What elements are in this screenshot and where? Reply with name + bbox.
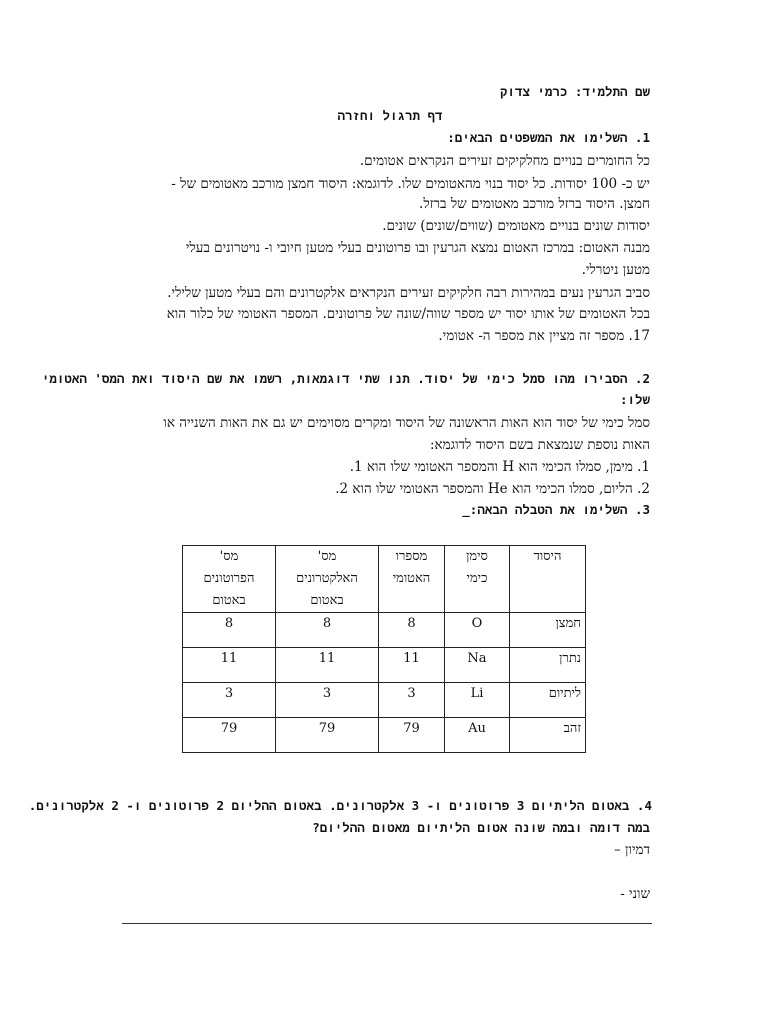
q1-line: מטען ניטרלי.	[581, 262, 650, 278]
q1-line: 17. מספר זה מציין את מספר ה- אטומי.	[438, 328, 650, 344]
table-header-cell: היסוד	[510, 546, 586, 613]
element-name: נתרן	[510, 648, 586, 683]
proton-count: 3	[183, 683, 276, 718]
atomic-number: 8	[379, 613, 445, 648]
table-header-cell: מס' הפרוטונים באטום	[183, 546, 276, 613]
q4-difference-label: שוני -	[620, 886, 650, 902]
electron-count: 8	[276, 613, 379, 648]
electron-count: 11	[276, 648, 379, 683]
table-header-cell: מס' האלקטרונים באטום	[276, 546, 379, 613]
q4-similarity-label: דמיון –	[614, 842, 650, 858]
proton-count: 8	[183, 613, 276, 648]
worksheet-title: דף תרגול וחזרה	[337, 108, 443, 123]
table-row	[183, 683, 586, 718]
proton-count: 11	[183, 648, 276, 683]
table-row	[183, 718, 586, 753]
element-name: זהב	[510, 718, 586, 753]
q2-heading-continued: שלו:	[619, 392, 650, 407]
q2-example-1: 1. מימן, סמלו הכימי הוא H והמספר האטומי שלו הוא 1.	[349, 459, 650, 475]
q1-line: חמצן. היסוד ברזל מורכב מאטומים של ברזל.	[419, 196, 650, 212]
q4-heading-continued: במה דומה ובמה שונה אטום הליתיום מאטום ההליום?	[312, 820, 650, 835]
q4-heading: 4. באטום הליתיום 3 פרוטונים ו- 3 אלקטרונים. באטום ההליום 2 פרוטונים ו- 2 אלקטרונים.	[28, 798, 652, 813]
table-header-row	[183, 546, 586, 613]
q1-line: סביב הגרעין נעים במהירות רבה חלקיקים זעירים הנקראים אלקטרונים והם בעלי מטען שלילי.	[167, 285, 650, 301]
elements-table	[182, 545, 586, 753]
element-symbol: Li	[445, 683, 510, 718]
electron-count: 79	[276, 718, 379, 753]
element-symbol: Na	[445, 648, 510, 683]
electron-count: 3	[276, 683, 379, 718]
q1-heading: 1. השלימו את המשפטים הבאים:	[447, 130, 650, 145]
table-row	[183, 613, 586, 648]
q1-line: כל החומרים בנויים מחלקיקים זעירים הנקראים אטומים.	[359, 153, 650, 169]
atomic-number: 79	[379, 718, 445, 753]
q3-heading: 3. השלימו את הטבלה הבאה:_	[462, 502, 650, 517]
table-row	[183, 648, 586, 683]
bottom-divider	[122, 923, 652, 924]
q1-line: יש כ- 100 יסודות. כל יסוד בנוי מהאטומים שלו. לדוגמא: היסוד חמצן מורכב מאטומים של -	[171, 176, 650, 192]
q2-heading: 2. הסבירו מהו סמל כימי של יסוד. תנו שתי דוגמאות, רשמו את שם היסוד ואת המס' האטומי	[41, 371, 650, 386]
q2-answer-line: האות נוספת שנמצאת בשם היסוד לדוגמא:	[430, 437, 650, 453]
q1-line: מבנה האטום: במרכז האטום נמצא הגרעין ובו פרוטונים בעלי מטען חיובי ו- נויטרונים בעלי	[185, 240, 650, 256]
table-header-cell: סימן כימי	[445, 546, 510, 613]
proton-count: 79	[183, 718, 276, 753]
atomic-number: 11	[379, 648, 445, 683]
student-name-line: שם התלמיד: כרמי צדוק	[499, 84, 650, 99]
q1-line: בכל האטומים של אותו יסוד יש מספר שווה/שונה של פרוטונים. המספר האטומי של כלור הוא	[166, 306, 650, 322]
element-symbol: Au	[445, 718, 510, 753]
q1-line: יסודות שונים בנויים מאטומים (שווים/שונים) שונים.	[382, 218, 650, 234]
element-name: ליתיום	[510, 683, 586, 718]
atomic-number: 3	[379, 683, 445, 718]
q2-example-2: 2. הליום, סמלו הכימי הוא He והמספר האטומי שלו הוא 2.	[335, 481, 650, 497]
q2-answer-line: סמל כימי של יסוד הוא האות הראשונה של היסוד ומקרים מסוימים יש גם את האות השנייה או	[163, 415, 650, 431]
element-name: חמצן	[510, 613, 586, 648]
table-header-cell: מספרו האטומי	[379, 546, 445, 613]
element-symbol: O	[445, 613, 510, 648]
